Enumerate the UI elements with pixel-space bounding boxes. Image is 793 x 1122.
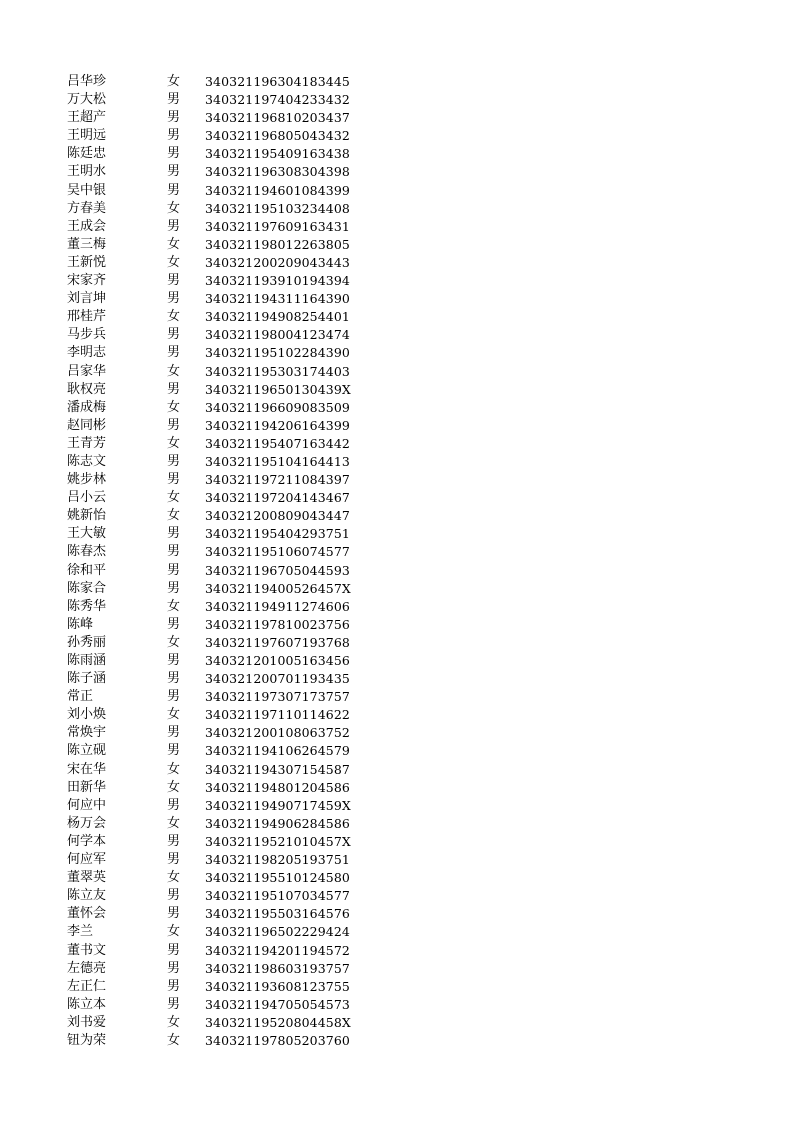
gender-cell: 女	[167, 924, 181, 940]
id-number-cell: 340321197404233432	[205, 92, 350, 108]
name-cell: 董三梅	[67, 236, 107, 252]
id-number-cell: 340321197204143467	[205, 490, 350, 506]
id-number-cell: 340321194307154587	[205, 761, 350, 777]
name-cell: 何应军	[67, 852, 107, 868]
name-cell: 陈志文	[67, 453, 107, 469]
id-number-cell: 340321197810023756	[205, 616, 350, 632]
table-row	[0, 869, 793, 887]
name-cell: 陈秀华	[67, 598, 107, 614]
name-cell: 王大敏	[67, 526, 107, 542]
id-number-cell: 340321198012263805	[205, 236, 350, 252]
gender-cell: 男	[167, 852, 181, 868]
gender-cell: 男	[167, 182, 181, 198]
name-cell: 吕小云	[67, 490, 107, 506]
name-cell: 何应中	[67, 797, 107, 813]
table-row	[0, 1032, 793, 1050]
table-row	[0, 73, 793, 91]
id-number-cell: 340321194705054573	[205, 996, 350, 1012]
table-row	[0, 344, 793, 362]
id-number-cell: 340321200209043443	[205, 254, 350, 270]
table-row	[0, 978, 793, 996]
id-number-cell: 340321195510124580	[205, 870, 350, 886]
table-row	[0, 923, 793, 941]
name-cell: 陈峰	[67, 616, 94, 632]
name-cell: 左德亮	[67, 960, 107, 976]
gender-cell: 男	[167, 381, 181, 397]
gender-cell: 女	[167, 707, 181, 723]
table-row	[0, 417, 793, 435]
id-number-cell: 340321196308304398	[205, 164, 350, 180]
id-number-cell: 340321196304183445	[205, 74, 350, 89]
name-cell: 赵同彬	[67, 417, 107, 433]
table-row	[0, 851, 793, 869]
gender-cell: 男	[167, 345, 181, 361]
name-cell: 万大松	[67, 92, 107, 108]
id-number-cell: 340321196805043432	[205, 128, 350, 144]
gender-cell: 女	[167, 254, 181, 270]
id-number-cell: 340321200108063752	[205, 725, 350, 741]
id-number-cell: 340321201005163456	[205, 653, 350, 668]
name-cell: 何学本	[67, 833, 107, 849]
table-row	[0, 453, 793, 471]
table-row	[0, 652, 793, 670]
table-row	[0, 815, 793, 833]
name-cell: 王青芳	[67, 435, 107, 451]
name-cell: 吴中银	[67, 182, 107, 198]
gender-cell: 男	[167, 616, 181, 632]
gender-cell: 男	[167, 544, 181, 560]
table-row	[0, 742, 793, 760]
id-number-cell: 340321194106264579	[205, 743, 350, 759]
table-row	[0, 218, 793, 236]
id-number-cell: 340321196810203437	[205, 110, 350, 126]
gender-cell: 男	[167, 906, 181, 922]
name-cell: 钮为荣	[67, 1032, 107, 1048]
gender-cell: 男	[167, 671, 181, 687]
table-row	[0, 127, 793, 145]
gender-cell: 男	[167, 653, 181, 668]
gender-cell: 男	[167, 472, 181, 488]
name-cell: 吕家华	[67, 363, 107, 379]
table-row	[0, 200, 793, 218]
gender-cell: 女	[167, 598, 181, 614]
id-number-cell: 340321193910194394	[205, 273, 350, 289]
name-cell: 董书文	[67, 942, 107, 958]
name-cell: 陈春杰	[67, 544, 107, 560]
gender-cell: 男	[167, 580, 181, 596]
table-row	[0, 182, 793, 200]
id-number-cell: 340321200809043447	[205, 508, 350, 524]
name-cell: 李兰	[67, 924, 94, 940]
name-cell: 王新悦	[67, 254, 107, 270]
gender-cell: 男	[167, 327, 181, 343]
table-row	[0, 688, 793, 706]
id-number-cell: 340321194206164399	[205, 417, 350, 433]
table-row	[0, 942, 793, 960]
name-cell: 陈立本	[67, 996, 107, 1012]
id-number-cell: 340321194908254401	[205, 309, 350, 325]
id-number-cell: 340321196502229424	[205, 924, 350, 940]
gender-cell: 女	[167, 870, 181, 886]
gender-cell: 男	[167, 942, 181, 958]
gender-cell: 女	[167, 634, 181, 650]
table-row	[0, 308, 793, 326]
table-row	[0, 724, 793, 742]
name-cell: 陈雨涵	[67, 653, 107, 668]
table-row	[0, 290, 793, 308]
name-cell: 陈廷忠	[67, 146, 107, 162]
id-number-cell: 340321195107034577	[205, 888, 350, 904]
name-cell: 邢桂芹	[67, 309, 107, 325]
name-cell: 陈立友	[67, 888, 107, 904]
name-cell: 常焕宇	[67, 725, 107, 741]
gender-cell: 女	[167, 1032, 181, 1048]
id-number-cell: 340321195407163442	[205, 435, 350, 451]
gender-cell: 男	[167, 888, 181, 904]
gender-cell: 男	[167, 128, 181, 144]
name-cell: 董怀会	[67, 906, 107, 922]
name-cell: 徐和平	[67, 562, 107, 578]
name-cell: 常正	[67, 689, 94, 705]
id-number-cell: 340321195303174403	[205, 363, 350, 379]
name-cell: 刘小焕	[67, 707, 107, 723]
name-cell: 王超产	[67, 110, 107, 126]
gender-cell: 男	[167, 996, 181, 1012]
id-number-cell: 340321198004123474	[205, 327, 350, 343]
table-row	[0, 525, 793, 543]
id-number-cell: 340321195409163438	[205, 146, 350, 162]
id-number-cell: 34032119400526457X	[205, 580, 351, 596]
table-row	[0, 91, 793, 109]
table-row	[0, 236, 793, 254]
table-row	[0, 543, 793, 561]
table-row	[0, 109, 793, 127]
id-number-cell: 340321198205193751	[205, 852, 350, 868]
id-number-cell: 340321194311164390	[205, 291, 350, 307]
id-number-cell: 340321194911274606	[205, 598, 350, 614]
name-cell: 姚新怡	[67, 508, 107, 524]
gender-cell: 女	[167, 779, 181, 795]
id-number-cell: 340321197211084397	[205, 472, 350, 488]
gender-cell: 男	[167, 978, 181, 994]
gender-cell: 男	[167, 164, 181, 180]
table-row	[0, 905, 793, 923]
name-cell: 董翠英	[67, 870, 107, 886]
name-cell: 刘言坤	[67, 291, 107, 307]
roster-table	[0, 73, 793, 1050]
id-number-cell: 34032119650130439X	[205, 381, 351, 397]
gender-cell: 女	[167, 74, 181, 89]
table-row	[0, 634, 793, 652]
table-row	[0, 960, 793, 978]
table-row	[0, 616, 793, 634]
gender-cell: 男	[167, 92, 181, 108]
id-number-cell: 340321193608123755	[205, 978, 350, 994]
name-cell: 王明远	[67, 128, 107, 144]
gender-cell: 男	[167, 833, 181, 849]
name-cell: 王成会	[67, 218, 107, 234]
name-cell: 陈立砚	[67, 743, 107, 759]
name-cell: 马步兵	[67, 327, 107, 343]
table-row	[0, 163, 793, 181]
id-number-cell: 340321194201194572	[205, 942, 350, 958]
name-cell: 吕华珍	[67, 74, 107, 89]
id-number-cell: 340321196609083509	[205, 399, 350, 415]
id-number-cell: 340321200701193435	[205, 671, 350, 687]
name-cell: 陈子涵	[67, 671, 107, 687]
gender-cell: 男	[167, 110, 181, 126]
id-number-cell: 340321196705044593	[205, 562, 350, 578]
id-number-cell: 34032119520804458X	[205, 1014, 351, 1030]
name-cell: 陈家合	[67, 580, 107, 596]
id-number-cell: 340321195106074577	[205, 544, 350, 560]
table-row	[0, 489, 793, 507]
name-cell: 姚步林	[67, 472, 107, 488]
gender-cell: 男	[167, 417, 181, 433]
gender-cell: 男	[167, 562, 181, 578]
gender-cell: 男	[167, 960, 181, 976]
table-row	[0, 363, 793, 381]
gender-cell: 男	[167, 743, 181, 759]
id-number-cell: 340321197110114622	[205, 707, 350, 723]
table-row	[0, 761, 793, 779]
table-row	[0, 507, 793, 525]
gender-cell: 男	[167, 273, 181, 289]
id-number-cell: 340321194801204586	[205, 779, 350, 795]
table-row	[0, 670, 793, 688]
id-number-cell: 340321195503164576	[205, 906, 350, 922]
name-cell: 潘成梅	[67, 399, 107, 415]
gender-cell: 男	[167, 725, 181, 741]
name-cell: 刘书爱	[67, 1014, 107, 1030]
name-cell: 孙秀丽	[67, 634, 107, 650]
table-row	[0, 145, 793, 163]
id-number-cell: 340321195104164413	[205, 453, 350, 469]
name-cell: 耿权亮	[67, 381, 107, 397]
table-row	[0, 562, 793, 580]
id-number-cell: 340321195103234408	[205, 200, 350, 216]
gender-cell: 男	[167, 218, 181, 234]
id-number-cell: 340321195404293751	[205, 526, 350, 542]
gender-cell: 女	[167, 761, 181, 777]
table-row	[0, 254, 793, 272]
id-number-cell: 340321198603193757	[205, 960, 350, 976]
name-cell: 宋在华	[67, 761, 107, 777]
id-number-cell: 340321194906284586	[205, 815, 350, 831]
table-row	[0, 399, 793, 417]
id-number-cell: 340321197607193768	[205, 634, 350, 650]
table-row	[0, 471, 793, 489]
table-row	[0, 833, 793, 851]
name-cell: 方春美	[67, 200, 107, 216]
gender-cell: 男	[167, 689, 181, 705]
gender-cell: 女	[167, 508, 181, 524]
id-number-cell: 34032119490717459X	[205, 797, 351, 813]
table-row	[0, 1014, 793, 1032]
gender-cell: 女	[167, 435, 181, 451]
gender-cell: 男	[167, 526, 181, 542]
gender-cell: 男	[167, 797, 181, 813]
gender-cell: 女	[167, 1014, 181, 1030]
gender-cell: 女	[167, 236, 181, 252]
id-number-cell: 340321195102284390	[205, 345, 350, 361]
id-number-cell: 340321197307173757	[205, 689, 350, 705]
gender-cell: 女	[167, 363, 181, 379]
gender-cell: 女	[167, 399, 181, 415]
gender-cell: 女	[167, 200, 181, 216]
table-row	[0, 435, 793, 453]
table-row	[0, 706, 793, 724]
table-row	[0, 326, 793, 344]
gender-cell: 女	[167, 815, 181, 831]
id-number-cell: 340321194601084399	[205, 182, 350, 198]
gender-cell: 女	[167, 309, 181, 325]
name-cell: 左正仁	[67, 978, 107, 994]
id-number-cell: 34032119521010457X	[205, 833, 351, 849]
table-row	[0, 598, 793, 616]
table-row	[0, 580, 793, 598]
table-row	[0, 779, 793, 797]
gender-cell: 女	[167, 490, 181, 506]
table-row	[0, 797, 793, 815]
name-cell: 王明水	[67, 164, 107, 180]
gender-cell: 男	[167, 291, 181, 307]
name-cell: 宋家齐	[67, 273, 107, 289]
id-number-cell: 340321197609163431	[205, 218, 350, 234]
table-row	[0, 381, 793, 399]
table-row	[0, 996, 793, 1014]
table-row	[0, 887, 793, 905]
gender-cell: 男	[167, 453, 181, 469]
gender-cell: 男	[167, 146, 181, 162]
name-cell: 杨万会	[67, 815, 107, 831]
table-row	[0, 272, 793, 290]
name-cell: 田新华	[67, 779, 107, 795]
name-cell: 李明志	[67, 345, 107, 361]
id-number-cell: 340321197805203760	[205, 1032, 350, 1048]
